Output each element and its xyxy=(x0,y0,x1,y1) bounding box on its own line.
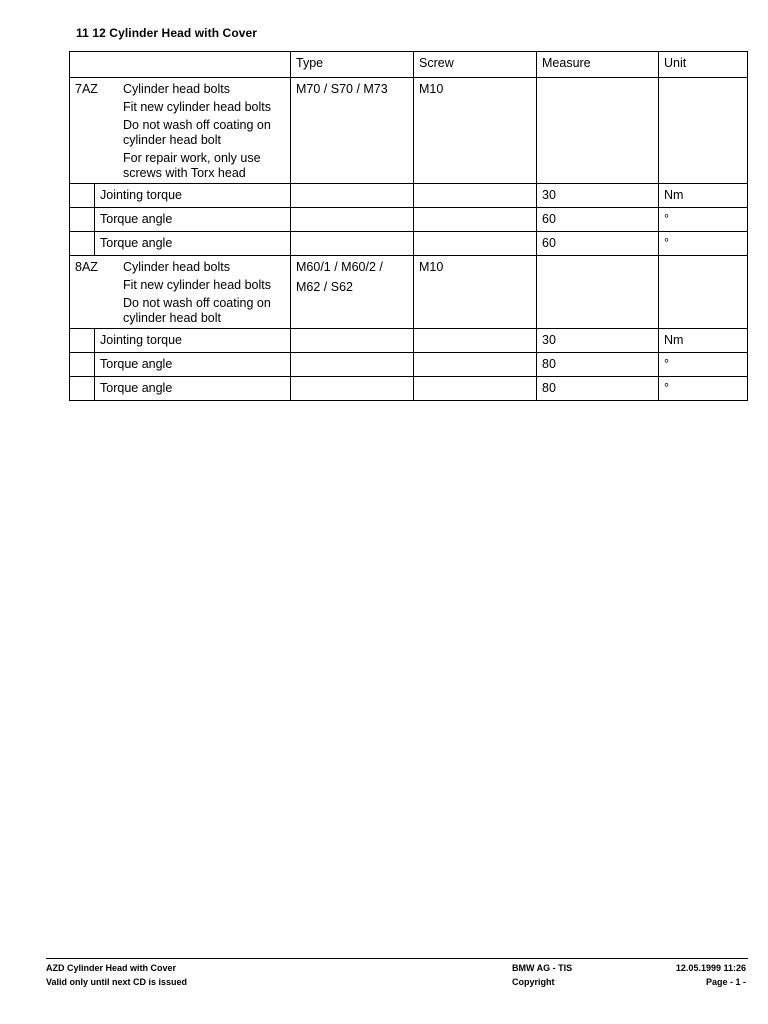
group-type-line: M60/1 / M60/2 / xyxy=(296,260,383,274)
spec-type-cell xyxy=(291,353,414,377)
group-screw: M10 xyxy=(414,78,537,184)
group-note: Do not wash off coating on cylinder head bolt xyxy=(123,296,271,325)
group-screw: M10 xyxy=(414,256,537,329)
group-measure-cell xyxy=(537,78,659,184)
spec-indent-cell xyxy=(70,232,95,256)
footer-right xyxy=(676,961,746,989)
group-name: Cylinder head bolts xyxy=(123,260,231,274)
group-cell xyxy=(70,256,291,329)
spec-unit: ° xyxy=(659,377,748,401)
spec-measure: 60 xyxy=(537,208,659,232)
group-type-line: M62 / S62 xyxy=(296,280,353,294)
spec-screw-cell xyxy=(414,377,537,401)
group-notes xyxy=(75,100,285,181)
group-heading xyxy=(75,81,285,97)
footer-validity-note: Valid only until next CD is issued xyxy=(46,977,188,987)
header-blank-cell xyxy=(70,52,291,78)
spec-indent-cell xyxy=(70,353,95,377)
spec-indent-cell xyxy=(70,208,95,232)
spec-unit: ° xyxy=(659,232,748,256)
spec-label: Jointing torque xyxy=(95,329,291,353)
group-type-cell xyxy=(291,78,414,184)
group-row xyxy=(70,256,748,329)
group-heading xyxy=(75,259,285,275)
spec-measure: 80 xyxy=(537,377,659,401)
spec-unit: ° xyxy=(659,353,748,377)
group-note: Do not wash off coating on cylinder head bolt xyxy=(123,118,271,147)
spec-indent-cell xyxy=(70,377,95,401)
spec-screw-cell xyxy=(414,184,537,208)
spec-measure: 60 xyxy=(537,232,659,256)
spec-unit: Nm xyxy=(659,329,748,353)
group-type-line: M70 / S70 / M73 xyxy=(296,82,388,96)
header-type: Type xyxy=(291,52,414,78)
spec-measure: 80 xyxy=(537,353,659,377)
group-row xyxy=(70,78,748,184)
footer-divider xyxy=(46,958,748,959)
header-measure: Measure xyxy=(537,52,659,78)
footer-document-title: AZD Cylinder Head with Cover xyxy=(46,963,177,973)
group-note: Fit new cylinder head bolts xyxy=(123,100,271,114)
spec-screw-cell xyxy=(414,208,537,232)
footer-middle xyxy=(512,961,572,989)
spec-label: Torque angle xyxy=(95,353,291,377)
group-type-cell xyxy=(291,256,414,329)
table-header-row xyxy=(70,52,748,78)
spec-type-cell xyxy=(291,208,414,232)
page-title: 11 12 Cylinder Head with Cover xyxy=(76,26,258,40)
spec-type-cell xyxy=(291,184,414,208)
group-measure-cell xyxy=(537,256,659,329)
footer-left xyxy=(46,961,187,989)
header-screw: Screw xyxy=(414,52,537,78)
spec-table-body xyxy=(70,52,748,401)
spec-label: Torque angle xyxy=(95,377,291,401)
spec-row xyxy=(70,377,748,401)
spec-row xyxy=(70,208,748,232)
group-name: Cylinder head bolts xyxy=(123,82,231,96)
group-note: For repair work, only use screws with Torx head xyxy=(123,151,261,180)
group-note: Fit new cylinder head bolts xyxy=(123,278,271,292)
footer-page-number: Page - 1 - xyxy=(705,977,746,987)
spec-type-cell xyxy=(291,329,414,353)
spec-label: Torque angle xyxy=(95,232,291,256)
spec-indent-cell xyxy=(70,184,95,208)
group-code: 8AZ xyxy=(75,260,98,274)
group-code: 7AZ xyxy=(75,82,98,96)
spec-label: Jointing torque xyxy=(95,184,291,208)
group-unit-cell xyxy=(659,78,748,184)
group-notes xyxy=(75,278,285,326)
footer-publisher: BMW AG - TIS xyxy=(512,963,573,973)
spec-screw-cell xyxy=(414,353,537,377)
group-unit-cell xyxy=(659,256,748,329)
spec-row xyxy=(70,329,748,353)
spec-measure: 30 xyxy=(537,184,659,208)
spec-row xyxy=(70,232,748,256)
spec-screw-cell xyxy=(414,232,537,256)
spec-type-cell xyxy=(291,232,414,256)
spec-unit: ° xyxy=(659,208,748,232)
spec-measure: 30 xyxy=(537,329,659,353)
spec-row xyxy=(70,353,748,377)
header-unit: Unit xyxy=(659,52,748,78)
spec-unit: Nm xyxy=(659,184,748,208)
spec-screw-cell xyxy=(414,329,537,353)
spec-type-cell xyxy=(291,377,414,401)
group-cell xyxy=(70,78,291,184)
spec-row xyxy=(70,184,748,208)
spec-label: Torque angle xyxy=(95,208,291,232)
footer-copyright: Copyright xyxy=(512,977,555,987)
footer-date: 12.05.1999 11:26 xyxy=(675,963,746,973)
spec-table xyxy=(69,51,748,401)
spec-indent-cell xyxy=(70,329,95,353)
